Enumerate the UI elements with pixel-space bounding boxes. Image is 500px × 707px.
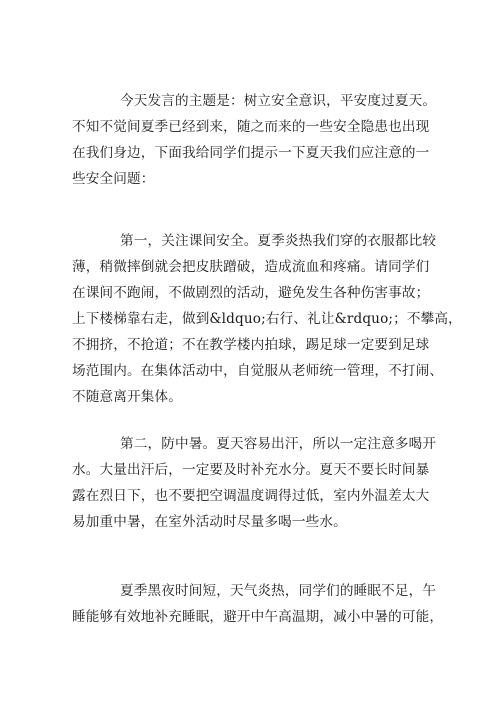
text-line: 场范围内。在集体活动中，自觉服从老师统一管理，不打闹、	[72, 363, 444, 379]
text-line: 睡能够有效地补充睡眠，避开中午高温期，减小中暑的可能，	[72, 609, 444, 625]
paragraph-second-point	[72, 431, 437, 535]
text-line: 第二，防中暑。夏天容易出汗，所以一定注意多喝开	[120, 436, 437, 452]
paragraph-summer-nights	[72, 578, 444, 630]
text-line: 露在烈日下，也不要把空调温度调得过低，室内外温差太大	[72, 488, 430, 504]
text-line: 第一，关注课间安全。夏季炎热我们穿的衣服都比较	[120, 233, 437, 249]
text-line: 些安全问题：	[72, 171, 155, 187]
text-line: 夏季黑夜时间短，天气炎热，同学们的睡眠不足，午	[120, 583, 437, 599]
paragraph-first-point	[72, 228, 462, 410]
text-line: 薄，稍微摔倒就会把皮肤蹭破，造成流血和疼痛。请同学们	[72, 259, 430, 275]
text-line: 水。大量出汗后，一定要及时补充水分。夏天不要长时间暴	[72, 462, 430, 478]
text-line: 易加重中暑，在室外活动时尽量多喝一些水。	[72, 514, 347, 530]
text-line: 不拥挤，不抢道；不在教学楼内拍球，踢足球一定要到足球	[72, 337, 430, 353]
text-line: 不随意离开集体。	[72, 389, 182, 405]
text-line: 不知不觉间夏季已经到来，随之而来的一些安全隐患也出现	[72, 119, 430, 135]
text-line: 在我们身边，下面我给同学们提示一下夏天我们应注意的一	[72, 145, 430, 161]
paragraph-intro	[72, 88, 437, 192]
text-line: 在课间不跑闹，不做剧烈的活动，避免发生各种伤害事故；	[72, 285, 430, 301]
text-line: 上下楼梯靠右走，做到&ldquo;右行、礼让&rdquo;；不攀高，	[72, 311, 462, 327]
text-line: 今天发言的主题是：树立安全意识，平安度过夏天。	[120, 93, 437, 109]
